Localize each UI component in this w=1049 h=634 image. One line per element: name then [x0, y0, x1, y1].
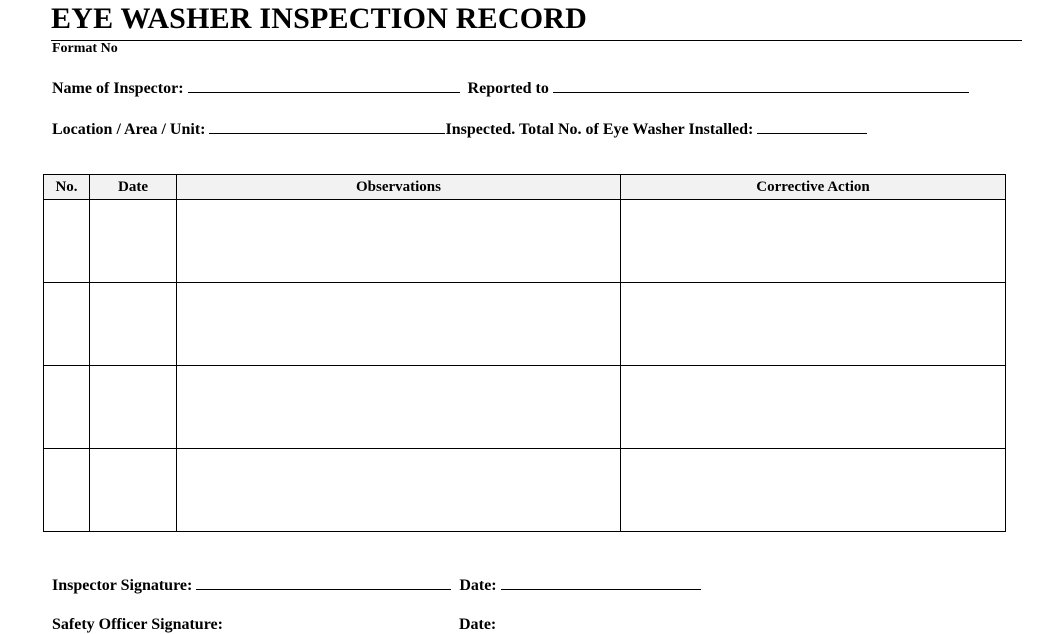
inspector-signature-label: Inspector Signature:: [52, 577, 193, 594]
header-observations: Observations: [177, 175, 621, 200]
location-label: Location / Area / Unit:: [52, 121, 206, 138]
cell-observations[interactable]: [177, 366, 621, 449]
location-field[interactable]: [209, 120, 445, 134]
reported-to-field[interactable]: [553, 79, 969, 93]
safety-officer-signature-label: Safety Officer Signature:: [52, 616, 223, 633]
cell-date[interactable]: [90, 449, 177, 532]
cell-no[interactable]: [44, 366, 90, 449]
cell-corrective-action[interactable]: [621, 200, 1006, 283]
total-installed-label: Inspected. Total No. of Eye Washer Installed:: [445, 121, 754, 138]
cell-date[interactable]: [90, 366, 177, 449]
table-row: [44, 283, 1006, 366]
total-installed-field[interactable]: [757, 120, 867, 134]
inspector-name-label: Name of Inspector:: [52, 80, 184, 97]
header-no: No.: [44, 175, 90, 200]
inspector-name-field[interactable]: [188, 79, 460, 93]
inspector-date-label: Date:: [459, 577, 497, 594]
cell-date[interactable]: [90, 200, 177, 283]
location-total-row: [52, 120, 867, 139]
header-corrective-action: Corrective Action: [621, 175, 1006, 200]
title-divider: [51, 40, 1022, 41]
cell-corrective-action[interactable]: [621, 449, 1006, 532]
inspector-signature-field[interactable]: [196, 576, 451, 590]
table-row: [44, 449, 1006, 532]
cell-no[interactable]: [44, 200, 90, 283]
inspector-date-field[interactable]: [501, 576, 701, 590]
inspector-signature-row: [52, 576, 701, 595]
cell-observations[interactable]: [177, 200, 621, 283]
cell-corrective-action[interactable]: [621, 366, 1006, 449]
cell-observations[interactable]: [177, 283, 621, 366]
inspector-reported-row: [52, 79, 969, 98]
page-title: EYE WASHER INSPECTION RECORD: [51, 2, 587, 35]
cell-no[interactable]: [44, 449, 90, 532]
safety-officer-signature-row: [52, 616, 496, 634]
safety-officer-date-label: Date:: [458, 616, 497, 633]
table-header-row: [44, 175, 1006, 200]
inspection-table: [43, 174, 1006, 532]
format-no-label: Format No: [52, 41, 118, 56]
cell-corrective-action[interactable]: [621, 283, 1006, 366]
header-date: Date: [90, 175, 177, 200]
cell-date[interactable]: [90, 283, 177, 366]
table-row: [44, 366, 1006, 449]
reported-to-label: Reported to: [467, 80, 549, 97]
cell-observations[interactable]: [177, 449, 621, 532]
cell-no[interactable]: [44, 283, 90, 366]
table-row: [44, 200, 1006, 283]
